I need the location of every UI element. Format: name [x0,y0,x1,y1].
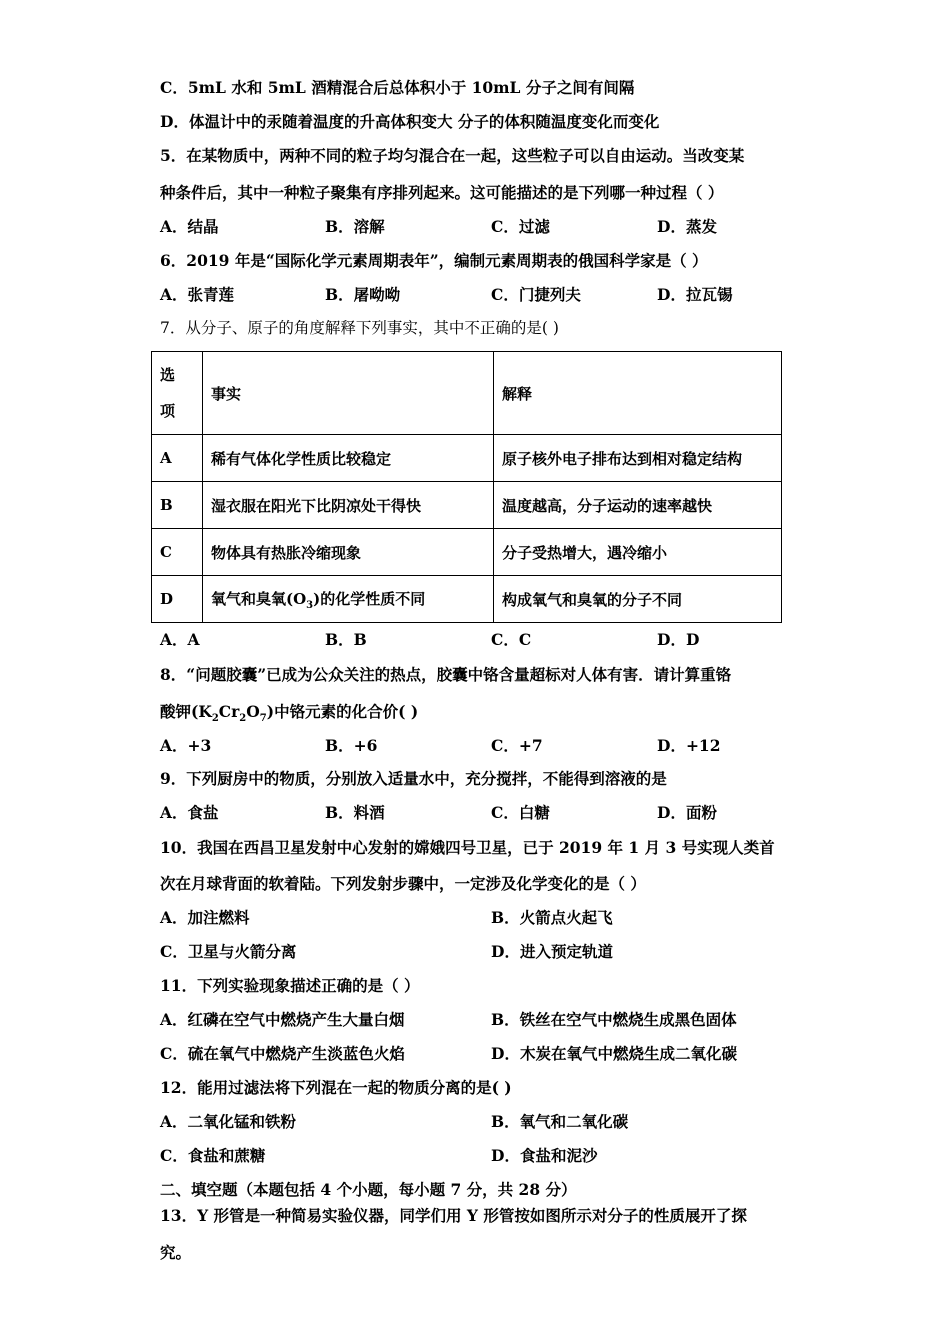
row-key: D [152,576,203,623]
row-fact-subscript: 3 [306,599,314,611]
table-row [152,482,782,529]
row-fact: 稀有气体化学性质比较稳定 [203,435,494,482]
q8-formula-cr: Cr [218,702,240,721]
q11-option-d: D．木炭在氧气中燃烧生成二氧化碳 [491,1044,737,1063]
q8-sub-o: 7 [259,713,267,725]
q5-option-d: D．蒸发 [657,217,717,236]
q7-table [151,351,782,623]
q10-option-a: A．加注燃料 [160,908,250,927]
row-fact-pre: 氧气和臭氧(O [211,589,307,608]
q8-option-a: A．+3 [160,736,212,755]
row-fact-post: )的化学性质不同 [313,589,426,608]
row-fact [203,576,494,623]
q7-option-b: B．B [325,630,367,649]
row-explain: 原子核外电子排布达到相对稳定结构 [494,435,782,482]
q11-option-b: B．铁丝在空气中燃烧生成黑色固体 [491,1010,737,1029]
row-key: A [152,435,203,482]
q9-option-b: B．料酒 [325,803,385,822]
row-explain: 构成氧气和臭氧的分子不同 [494,576,782,623]
header-option-char2: 项 [160,402,176,420]
q8-option-b: B．+6 [325,736,378,755]
row-fact: 湿衣服在阳光下比阴凉处干得快 [203,482,494,529]
q12-option-c: C．食盐和蔗糖 [160,1146,266,1165]
q6-stem: 6．2019 年是“国际化学元素周期表年”，编制元素周期表的俄国科学家是（ ） [160,251,708,270]
q11-option-c: C．硫在氧气中燃烧产生淡蓝色火焰 [160,1044,405,1063]
q7-option-a: A．A [160,630,200,649]
q8-formula-o: O [246,702,260,721]
q10-option-c: C．卫星与火箭分离 [160,942,297,961]
q7-stem: 7．从分子、原子的角度解释下列事实，其中不正确的是( ) [160,319,559,337]
q5-option-a: A．结晶 [160,217,219,236]
q13-stem-line1: 13．Y 形管是一种简易实验仪器，同学们用 Y 形管按如图所示对分子的性质展开了探 [160,1206,747,1225]
header-fact: 事实 [203,352,494,435]
q5-option-c: C．过滤 [491,217,550,236]
q9-option-c: C．白糖 [491,803,550,822]
row-key: C [152,529,203,576]
header-option-char1: 选 [160,366,176,384]
q6-option-c: C．门捷列夫 [491,285,581,304]
header-explain: 解释 [494,352,782,435]
q10-option-d: D．进入预定轨道 [491,942,613,961]
q5-stem-line2: 种条件后，其中一种粒子聚集有序排列起来。这可能描述的是下列哪一种过程（ ） [160,183,724,202]
q5-option-b: B．溶解 [325,217,385,236]
q9-stem: 9．下列厨房中的物质，分别放入适量水中，充分搅拌，不能得到溶液的是 [160,769,667,788]
q12-option-a: A．二氧化锰和铁粉 [160,1112,297,1131]
q11-stem: 11．下列实验现象描述正确的是（ ） [160,976,420,995]
header-option-cell [152,352,203,435]
table-row [152,576,782,623]
q9-option-d: D．面粉 [657,803,717,822]
q4-option-c: C．5mL 水和 5mL 酒精混合后总体积小于 10mL 分子之间有间隔 [160,78,635,97]
row-fact: 物体具有热胀冷缩现象 [203,529,494,576]
q6-option-b: B．屠呦呦 [325,285,401,304]
q5-stem-line1: 5．在某物质中，两种不同的粒子均匀混合在一起，这些粒子可以自由运动。当改变某 [160,146,745,165]
row-key: B [152,482,203,529]
q8-sub-k: 2 [211,713,219,725]
q8-formula-pre: 酸钾(K [160,702,212,721]
q9-option-a: A．食盐 [160,803,219,822]
q7-option-d: D．D [657,630,700,649]
q7-option-c: C．C [491,630,532,649]
q12-option-d: D．食盐和泥沙 [491,1146,598,1165]
row-explain: 温度越高，分子运动的速率越快 [494,482,782,529]
q13-stem-line2: 究。 [160,1243,192,1262]
q8-stem-line1: 8．“问题胶囊”已成为公众关注的热点，胶囊中铬含量超标对人体有害．请计算重铬 [160,665,732,684]
q10-stem-line1: 10．我国在西昌卫星发射中心发射的嫦娥四号卫星，已于 2019 年 1 月 3 号实现人类首 [160,838,775,857]
table-header-row [152,352,782,435]
q6-option-a: A．张青莲 [160,285,235,304]
q10-option-b: B．火箭点火起飞 [491,908,613,927]
q8-formula-post: )中铬元素的化合价( ) [266,702,419,721]
row-explain: 分子受热增大，遇冷缩小 [494,529,782,576]
q8-sub-cr: 2 [239,713,247,725]
q8-option-d: D．+12 [657,736,721,755]
q6-option-d: D．拉瓦锡 [657,285,733,304]
q12-stem: 12．能用过滤法将下列混在一起的物质分离的是( ) [160,1078,512,1097]
table-row [152,435,782,482]
q11-option-a: A．红磷在空气中燃烧产生大量白烟 [160,1010,405,1029]
table-row [152,529,782,576]
q10-stem-line2: 次在月球背面的软着陆。下列发射步骤中，一定涉及化学变化的是（ ） [160,874,646,893]
q4-option-d: D．体温计中的汞随着温度的升高体积变大 分子的体积随温度变化而变化 [160,112,660,131]
q8-option-c: C．+7 [491,736,543,755]
section-2-heading: 二、填空题（本题包括 4 个小题，每小题 7 分，共 28 分） [160,1180,577,1199]
q12-option-b: B．氧气和二氧化碳 [491,1112,629,1131]
q8-stem-line2 [160,702,418,729]
